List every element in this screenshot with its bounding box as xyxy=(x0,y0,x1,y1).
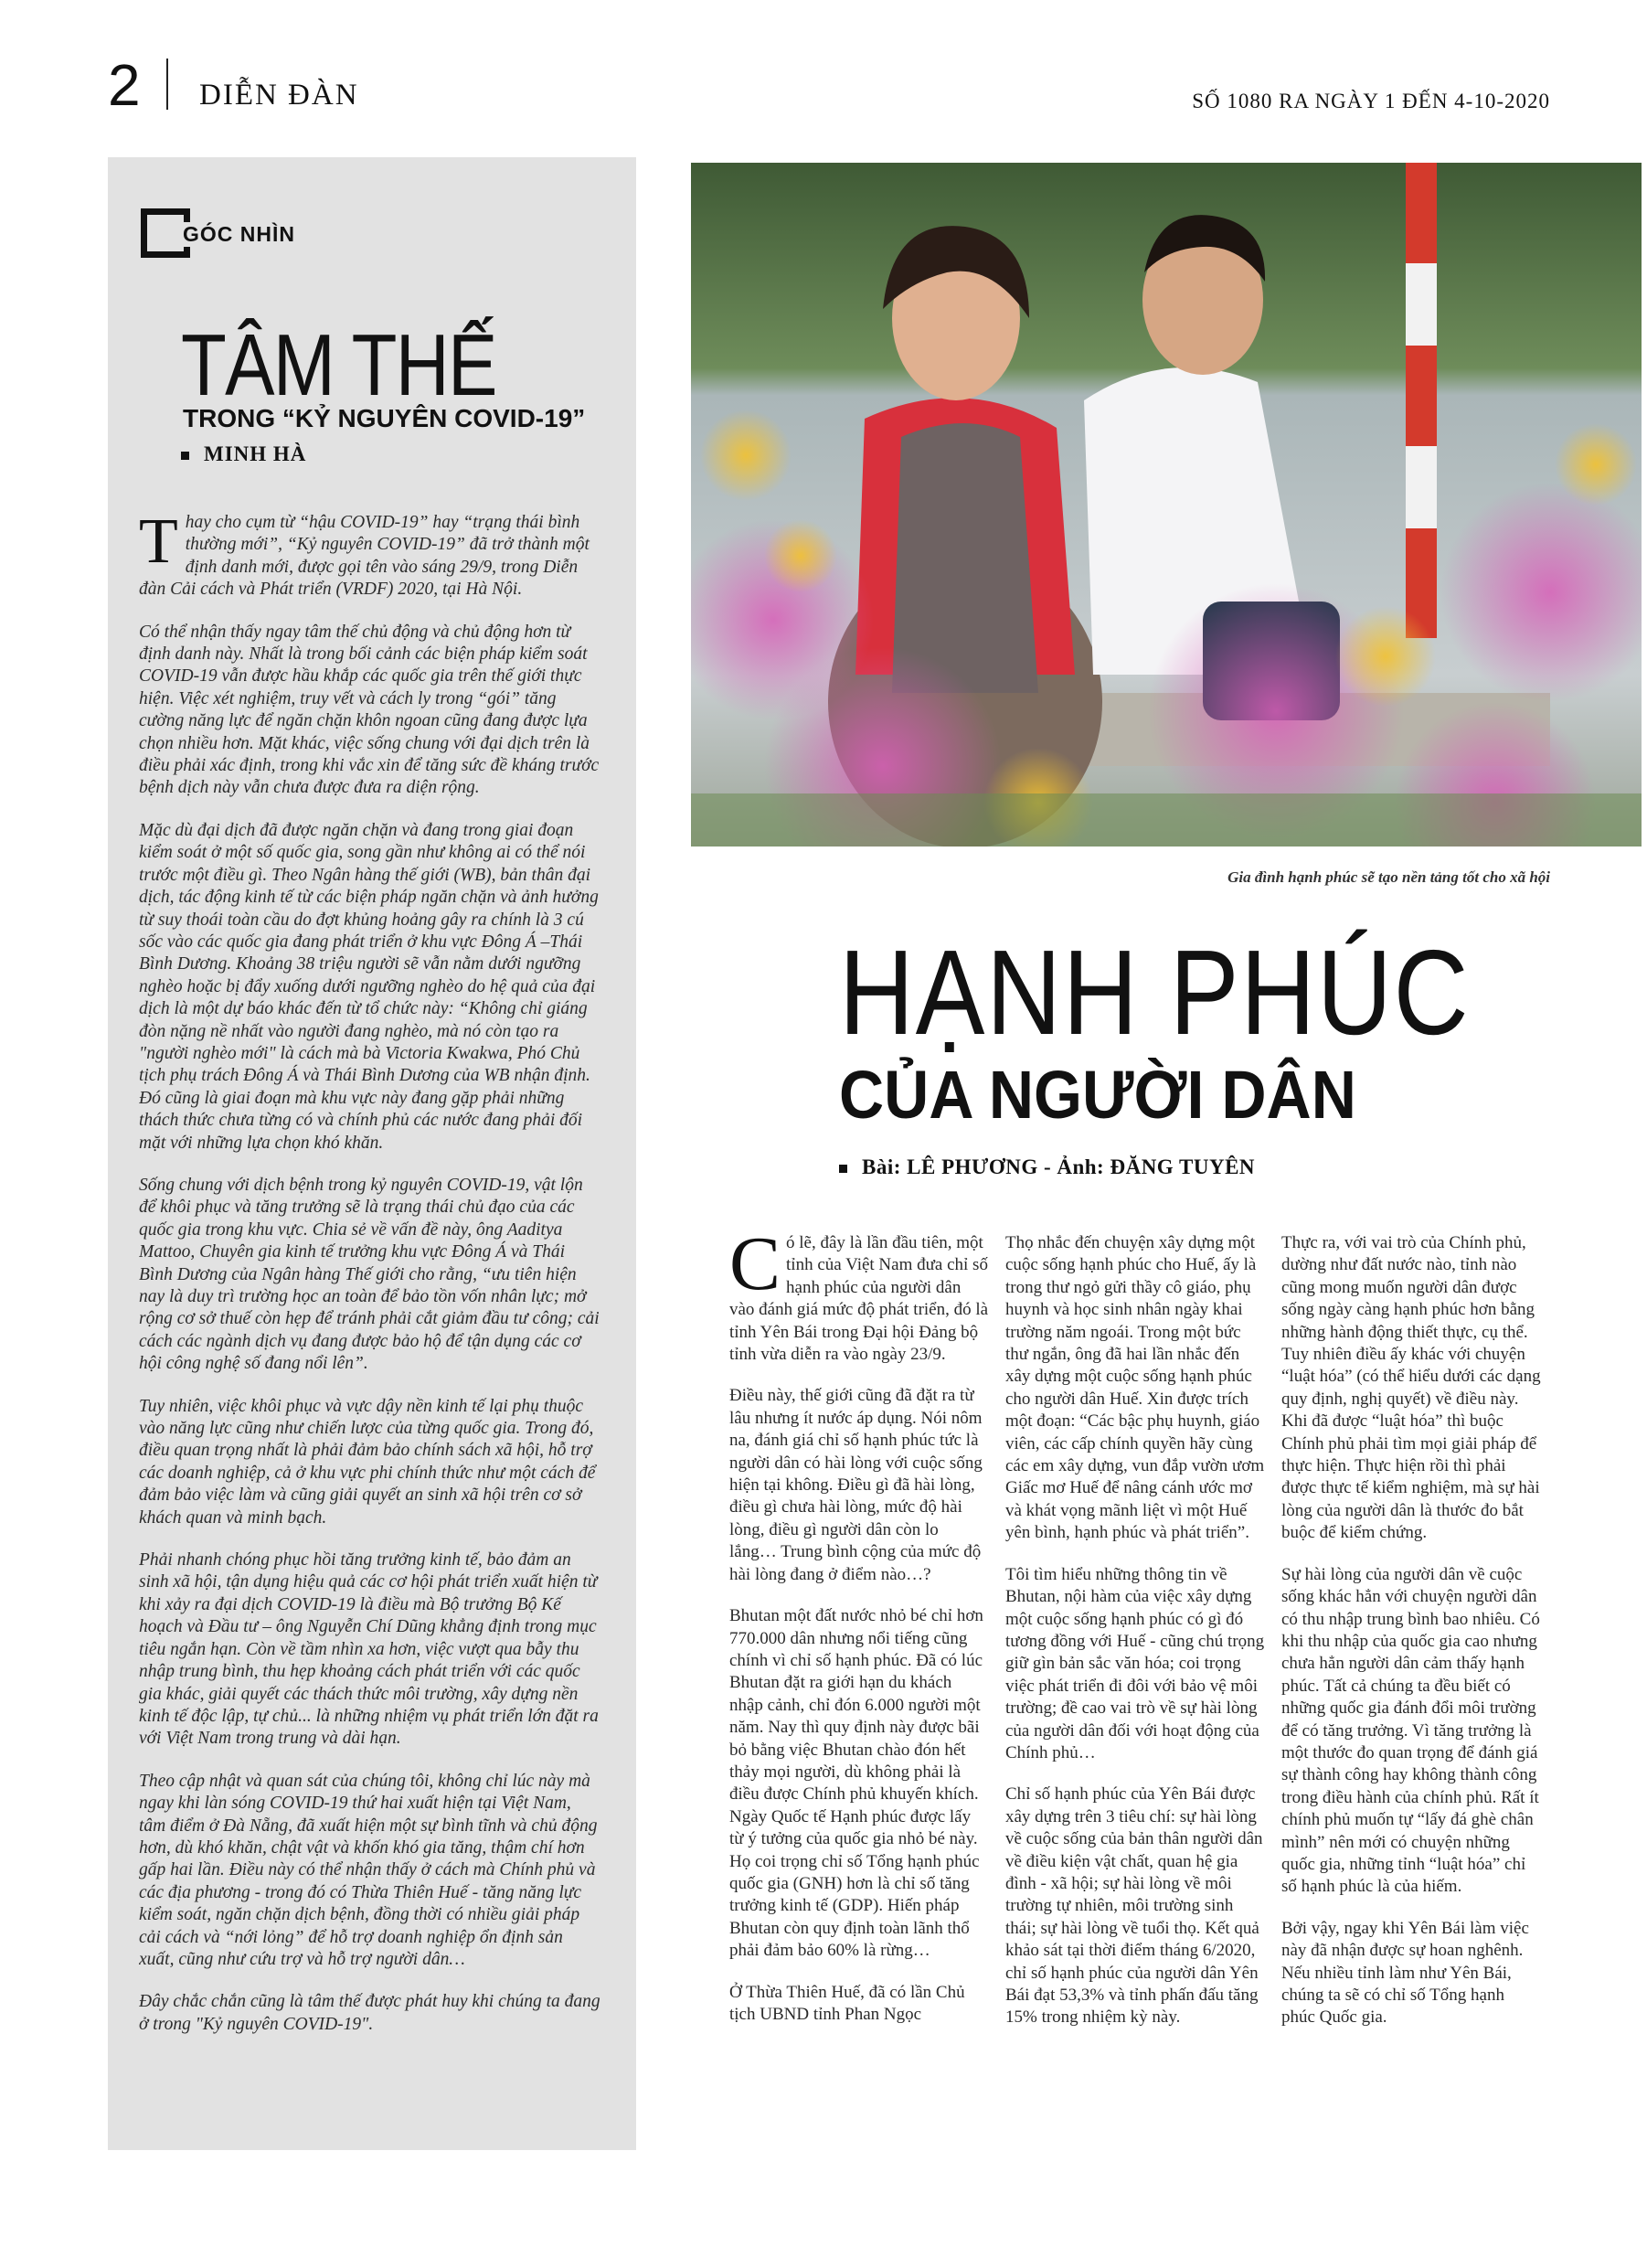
bullet-square-icon xyxy=(839,1165,847,1173)
article-paragraph: Tôi tìm hiểu những thông tin về Bhutan, nội hàm của việc xây dựng một cuộc sống hạnh phúc có gì đó tương đồng với Huế - cũng chú trọng giữ gìn bản sắc văn hóa; coi trọng việc phát triển đi đôi với bảo vệ môi trường; đề cao vai trò về sự hài lòng của người dân đối với hoạt động của Chính phủ… xyxy=(1005,1564,1265,1762)
article-photo xyxy=(691,163,1642,847)
article-paragraph: Điều này, thế giới cũng đã đặt ra từ lâu nhưng ít nước áp dụng. Nói nôm na, đánh giá chỉ số hạnh phúc tức là người dân có hài lòng với cuộc sống hiện tại không. Điều gì đã hài lòng, điều gì chưa hài lòng, mức độ hài lòng, điều gì người dân còn lo lắng… Trung bình cộng của mức độ hài lòng đang ở điểm nào…? xyxy=(729,1386,983,1584)
sidebar-title: TÂM THẾ xyxy=(181,316,496,414)
section-label: DIỄN ĐÀN xyxy=(199,79,359,112)
sidebar-paragraph: Sống chung với dịch bệnh trong kỷ nguyên COVID-19, vật lộn để khôi phục và tăng trưởng sẽ là trạng thái chủ đạo của các quốc gia trong khu vực. Chia sẻ về vấn đề này, ông Aaditya Mattoo, Chuyên gia kinh tế trưởng khu vực Đông Á và Thái Bình Dương của Ngân hàng Thế giới cho rằng, “ưu tiên hiện nay là duy trì trường học an toàn để bảo tồn vốn nhân lực; mở rộng cơ sở thuế còn hẹp để tránh phải cắt giảm đầu tư công; cải cách các ngành dịch vụ đang được bảo hộ để tận dụng các cơ hội công nghệ số đang nổi lên”. xyxy=(139,1175,600,1374)
sidebar-dropcap: T xyxy=(139,512,178,577)
article-paragraph: Có lẽ, đây là lần đầu tiên, một tỉnh của Việt Nam đưa chỉ số hạnh phúc của người dân vào đánh giá mức độ phát triển, đó là tỉnh Yên Bái trong Đại hội Đảng bộ tỉnh vừa diễn ra vào ngày 23/9. xyxy=(729,1232,989,1365)
article-byline xyxy=(839,1155,1255,1179)
sidebar-body xyxy=(139,512,601,2139)
article-paragraph: Sự hài lòng của người dân về cuộc sống khác hẳn với chuyện người dân có thu nhập trung bình bao nhiêu. Có khi thu nhập của quốc gia cao nhưng chưa hẳn người dân cảm thấy hạnh phúc. Tất cả chúng ta đều biết có những quốc gia đánh đổi môi trường để có tăng trưởng. Vì tăng trưởng là một thước đo quan trọng để đánh giá sự thành công hay không thành công trong điều hành của chính phủ. Rất ít chính phủ muốn tự “lấy đá ghè chân mình” nên mới có chuyện những quốc gia, những tỉnh “luật hóa” chỉ số hạnh phúc là của hiếm. xyxy=(1281,1564,1540,1897)
article-byline-text: Bài: LÊ PHƯƠNG - Ảnh: ĐĂNG TUYÊN xyxy=(862,1155,1256,1178)
sidebar-paragraph: Đây chắc chắn cũng là tâm thế được phát huy khi chúng ta đang ở trong "Kỷ nguyên COVID-19". xyxy=(139,1992,600,2034)
article-title: HẠNH PHÚC xyxy=(839,925,1471,1059)
article-column-2 xyxy=(1005,1232,1265,2160)
article-dropcap: C xyxy=(729,1232,781,1306)
sidebar-paragraph: Tuy nhiên, việc khôi phục và vực dậy nền kinh tế lại phụ thuộc vào năng lực cũng như chiến lược của từng quốc gia. Trong đó, điều quan trọng nhất là phải đảm bảo chính sách xã hội, hỗ trợ các doanh nghiệp, cả ở khu vực phi chính thức như một cách để đảm bảo việc làm và cũng giải quyết an sinh xã hội trên cơ sở khách quan và minh bạch. xyxy=(139,1396,596,1528)
article-paragraph: Ở Thừa Thiên Huế, đã có lần Chủ tịch UBND tỉnh Phan Ngọc xyxy=(729,1982,965,2024)
article-paragraph: Thọ nhắc đến chuyện xây dựng một cuộc sống hạnh phúc cho Huế, ấy là trong thư ngỏ gửi thầy cô giáo, phụ huynh và học sinh nhân ngày khai trường năm ngoái. Trong một bức thư ngắn, ông đã hai lần nhắc đến xây dựng một cuộc sống hạnh phúc cho người dân Huế. Xin được trích một đoạn: “Các bậc phụ huynh, giáo viên, các cấp chính quyền hãy cùng các em xây dựng, vun đắp vườn ươm Giấc mơ Huế để nâng cánh ước mơ và khát vọng mãnh liệt vì một Huế yên bình, hạnh phúc và phát triển”. xyxy=(1005,1233,1265,1543)
article-paragraph: Bhutan một đất nước nhỏ bé chỉ hơn 770.000 dân nhưng nổi tiếng cũng chính vì chỉ số hạnh phúc. Đã có lúc Bhutan đặt ra giới hạn du khách nhập cảnh, chỉ đón 6.000 người một năm. Nay thì quy định này được bãi bỏ bằng việc Bhutan chào đón hết thảy mọi người, dù không phải là điều được Chính phủ khuyến khích. Ngày Quốc tế Hạnh phúc được lấy từ ý tưởng của quốc gia nhỏ bé này. Họ coi trọng chỉ số Tổng hạnh phúc quốc gia (GNH) hơn là chỉ số tăng trưởng kinh tế (GDP). Hiến pháp Bhutan còn quy định toàn lãnh thổ phải đảm bảo 60% là rừng… xyxy=(729,1606,983,1961)
sidebar-author xyxy=(181,442,306,466)
sidebar-column-label: GÓC NHÌN xyxy=(179,222,295,247)
issue-info: SỐ 1080 RA NGÀY 1 ĐẾN 4-10-2020 xyxy=(1192,90,1550,112)
article-column-3 xyxy=(1281,1232,1541,2160)
sidebar-author-name: MINH HÀ xyxy=(204,442,307,465)
article-paragraph: Bởi vậy, ngay khi Yên Bái làm việc này đã nhận được sự hoan nghênh. Nếu nhiều tỉnh làm như Yên Bái, chúng ta sẽ có chỉ số Tổng hạnh phúc Quốc gia. xyxy=(1281,1918,1529,2028)
article-paragraph: Thực ra, với vai trò của Chính phủ, dường như đất nước nào, tỉnh nào cũng mong muốn người dân được sống ngày càng hạnh phúc hơn bằng những hành động thiết thực, cụ thể. Tuy nhiên điều ấy khác với chuyện “luật hóa” (có thể hiểu dưới các dạng quy định, nghị quyết) về điều này. Khi đã được “luật hóa” thì buộc Chính phủ phải tìm mọi giải pháp để thực hiện. Thực hiện rồi thì phải được thực tế kiểm nghiệm, mà sự hài lòng của người dân là thước đo bắt buộc để kiểm chứng. xyxy=(1281,1233,1541,1543)
sidebar-paragraph: Phải nhanh chóng phục hồi tăng trưởng kinh tế, bảo đảm an sinh xã hội, tận dụng hiệu quả các cơ hội phát triển xuất hiện từ khi xảy ra đại dịch COVID-19 là điều mà Bộ trưởng Bộ Kế hoạch và Đầu tư – ông Nguyễn Chí Dũng khẳng định trong mục tiêu ngắn hạn. Còn về tầm nhìn xa hơn, việc vượt qua bẫy thu nhập trung bình, thu hẹp khoảng cách phát triển với các quốc gia khác, giải quyết các thách thức môi trường, xây dựng nền kinh tế độc lập, tự chủ... là những nhiệm vụ phát triển lớn đặt ra với Việt Nam trong trung và dài hạn. xyxy=(139,1550,599,1749)
article-column-1 xyxy=(729,1232,989,2160)
bullet-square-icon xyxy=(181,452,189,460)
sidebar-paragraph: Có thể nhận thấy ngay tâm thế chủ động và chủ động hơn từ định danh này. Nhất là trong bối cảnh các biện pháp kiểm soát COVID-19 vẫn được hầu khắp các quốc gia trên thế giới thực hiện. Việc xét nghiệm, truy vết và cách ly trong “gói” tăng cường năng lực để ngăn chặn khôn ngoan cũng đang được lựa chọn nhiều hơn. Mặt khác, việc sống chung với đại dịch trên là điều phải xác định, trong khi vắc xin để tăng sức đề kháng trước bệnh dịch này vẫn chưa được đưa ra diện rộng. xyxy=(139,622,600,798)
page-number: 2 xyxy=(108,52,141,118)
sidebar-paragraph: Mặc dù đại dịch đã được ngăn chặn và đang trong giai đoạn kiểm soát ở một số quốc gia, song gần như không ai có thể nói trước một điều gì. Theo Ngân hàng thế giới (WB), bản thân đại dịch, tác động kinh tế từ các biện pháp ngăn chặn và ảnh hưởng từ suy thoái toàn cầu do đợt khủng hoảng gây ra chính là 3 cú sốc vào các quốc gia đang phát triển ở khu vực Đông Á –Thái Bình Dương. Khoảng 38 triệu người sẽ vẫn nằm dưới ngưỡng nghèo hoặc bị đẩy xuống dưới ngưỡng nghèo do hệ quả của đại dịch là một dự báo khác đến từ tổ chức này: “Không chỉ giáng đòn nặng nề nhất vào người đang nghèo, mà nó còn tạo ra "người nghèo mới" là cách mà bà Victoria Kwakwa, Phó Chủ tịch phụ trách Đông Á và Thái Bình Dương của WB nhận định. Đó cũng là giai đoạn mà khu vực này đang gặp phải những thách thức chưa từng có và chính phủ các nước đang phải đối mặt với những lựa chọn khó khăn. xyxy=(139,820,599,1153)
article-subtitle: CỦA NGƯỜI DÂN xyxy=(839,1057,1356,1133)
photo-caption: Gia đình hạnh phúc sẽ tạo nền tảng tốt cho xã hội xyxy=(1227,868,1550,886)
sidebar-paragraph: Thay cho cụm từ “hậu COVID-19” hay “trạng thái bình thường mới”, “Kỷ nguyên COVID-19” đã trở thành một định danh mới, được gọi tên vào sáng 29/9, trong Diễn đàn Cải cách và Phát triển (VRDF) 2020, tại Hà Nội. xyxy=(139,512,590,600)
header-divider xyxy=(166,59,168,110)
sidebar-paragraph: Theo cập nhật và quan sát của chúng tôi, không chỉ lúc này mà ngay khi làn sóng COVID-19 thứ hai xuất hiện tại Việt Nam, tâm điểm ở Đà Nẵng, đã xuất hiện một sự bình tĩnh và chủ động hơn, dù khó khăn, chật vật và khốn khó gia tăng, thậm chí hơn gấp hai lần. Điều này có thể nhận thấy ở cách mà Chính phủ và các địa phương - trong đó có Thừa Thiên Huế - tăng năng lực kiểm soát, ngăn chặn dịch bệnh, đồng thời có nhiều giải pháp cải cách và “nới lỏng” để hỗ trợ doanh nghiệp ổn định sản xuất, cũng như cứu trợ và hỗ trợ người dân… xyxy=(139,1771,598,1969)
article-paragraph: Chỉ số hạnh phúc của Yên Bái được xây dựng trên 3 tiêu chí: sự hài lòng về cuộc sống của bản thân người dân về điều kiện vật chất, quan hệ gia đình - xã hội; sự hài lòng về môi trường tự nhiên, môi trường sinh thái; sự hài lòng về tuổi thọ. Kết quả khảo sát tại thời điểm tháng 6/2020, chỉ số hạnh phúc của người dân Yên Bái đạt 53,3% và tỉnh phấn đấu tăng 15% trong nhiệm kỳ này. xyxy=(1005,1784,1263,2028)
sidebar-subtitle: TRONG “KỶ NGUYÊN COVID-19” xyxy=(183,404,586,432)
